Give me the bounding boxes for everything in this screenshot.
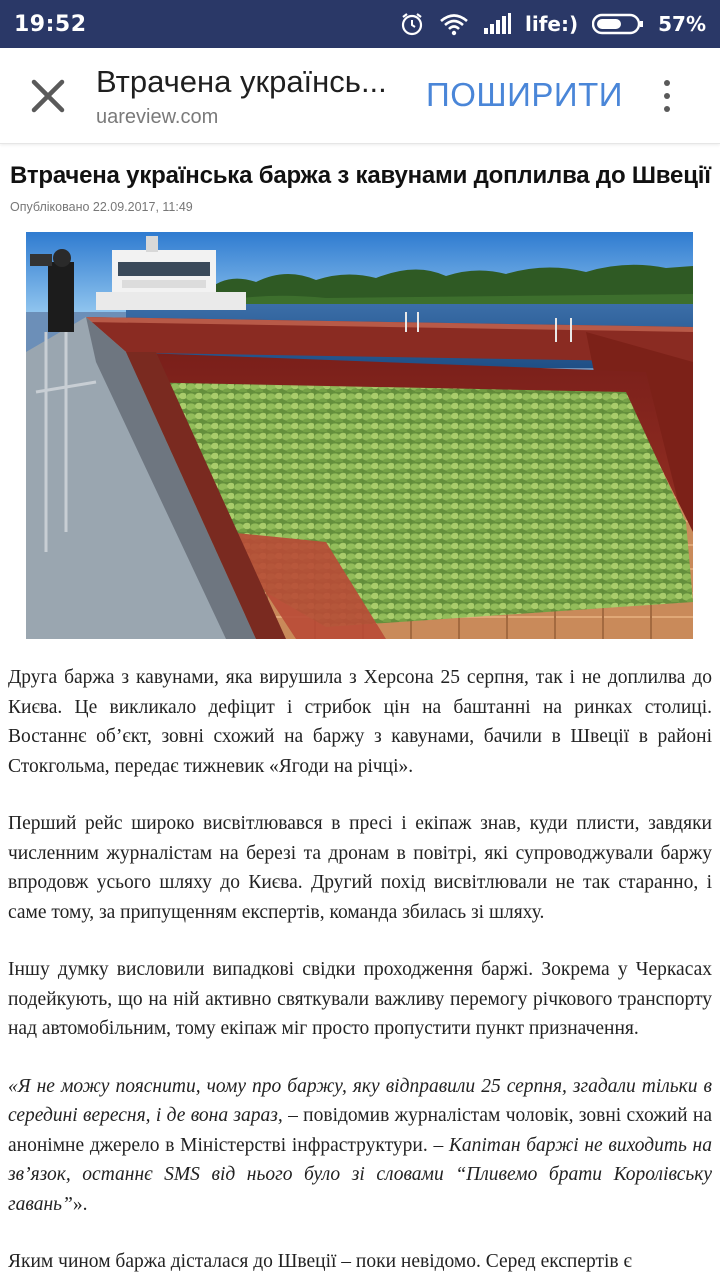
quote-part-1: «Я не можу пояснити, чому про баржу, яку відправили 25 серпня, згадали тільки в середині вересня, і де вона зараз,: [8, 1075, 712, 1126]
page-title: Втрачена українсь...: [96, 64, 387, 99]
carrier-label: life:): [525, 12, 579, 36]
status-right: [399, 11, 706, 37]
article-paragraph-1: Друга баржа з кавунами, яка вирушила з Херсона 25 серпня, так і не доплилва до Києва. Це викликало дефіцит і стрибок цін на баштанні на ринках столиці. Востаннє об’єкт, зовні схожий на баржу з кавунами, бачили в Швеції в районі Стокгольма, передає тижневик «Ягоди на річці».: [8, 667, 712, 777]
wifi-icon: [439, 12, 469, 36]
more-vertical-icon: [664, 80, 670, 86]
status-bar: [0, 0, 720, 48]
article-headline: Втрачена українська баржа з кавунами доплилва до Швеції: [10, 162, 711, 189]
more-options-button[interactable]: [652, 76, 682, 116]
article-paragraph-5: Яким чином баржа дісталася до Швеції – поки невідомо. Серед експертів є: [8, 1251, 632, 1272]
plain-part-1: – повідомив журналістам чоловік, зовні схожий на анонімне джерело в Міністерстві інфраструктури. –: [8, 1105, 712, 1156]
browser-toolbar: [0, 48, 720, 144]
battery-icon: [592, 13, 644, 35]
close-button[interactable]: [18, 72, 78, 120]
barge-watermelons-image: [26, 232, 693, 639]
article: [0, 160, 720, 1277]
share-button[interactable]: ПОШИРИТИ: [426, 76, 623, 113]
article-paragraph-3: Іншу думку висловили випадкові свідки проходження баржі. Зокрема у Черкасах подейкують, що на ній активно святкували важливу перемогу річкового транспорту над автомобільним, тому екіпаж міг просто пропустити пункт призначення.: [8, 959, 712, 1039]
article-photo: [26, 232, 693, 639]
alarm-icon: [399, 11, 425, 37]
quote-part-2: Капітан баржі не виходить на зв’язок, останнє SMS від нього було зі словами “Пливемо брати Королівську гавань”: [8, 1134, 712, 1215]
status-time: 19:52: [14, 11, 87, 37]
toolbar-title-block: [96, 62, 406, 129]
signal-icon: [483, 13, 511, 35]
quote-tail: ».: [72, 1193, 88, 1215]
battery-percent: 57%: [658, 12, 706, 36]
publish-date: Опубліковано 22.09.2017, 11:49: [10, 200, 193, 214]
page-url: uareview.com: [96, 106, 219, 128]
article-paragraph-2: Перший рейс широко висвітлювався в пресі і екіпаж знав, куди плисти, завдяки численним журналістам на березі та дронам в повітрі, які супроводжували баржу впродовж усього шляху до Києва. Другий похід висвітлювали не так старанно, і саме тому, за припущенням експертів, команда збилась зі шляху.: [8, 813, 712, 923]
article-paragraph-4: [8, 1072, 712, 1220]
close-icon: [31, 79, 65, 113]
